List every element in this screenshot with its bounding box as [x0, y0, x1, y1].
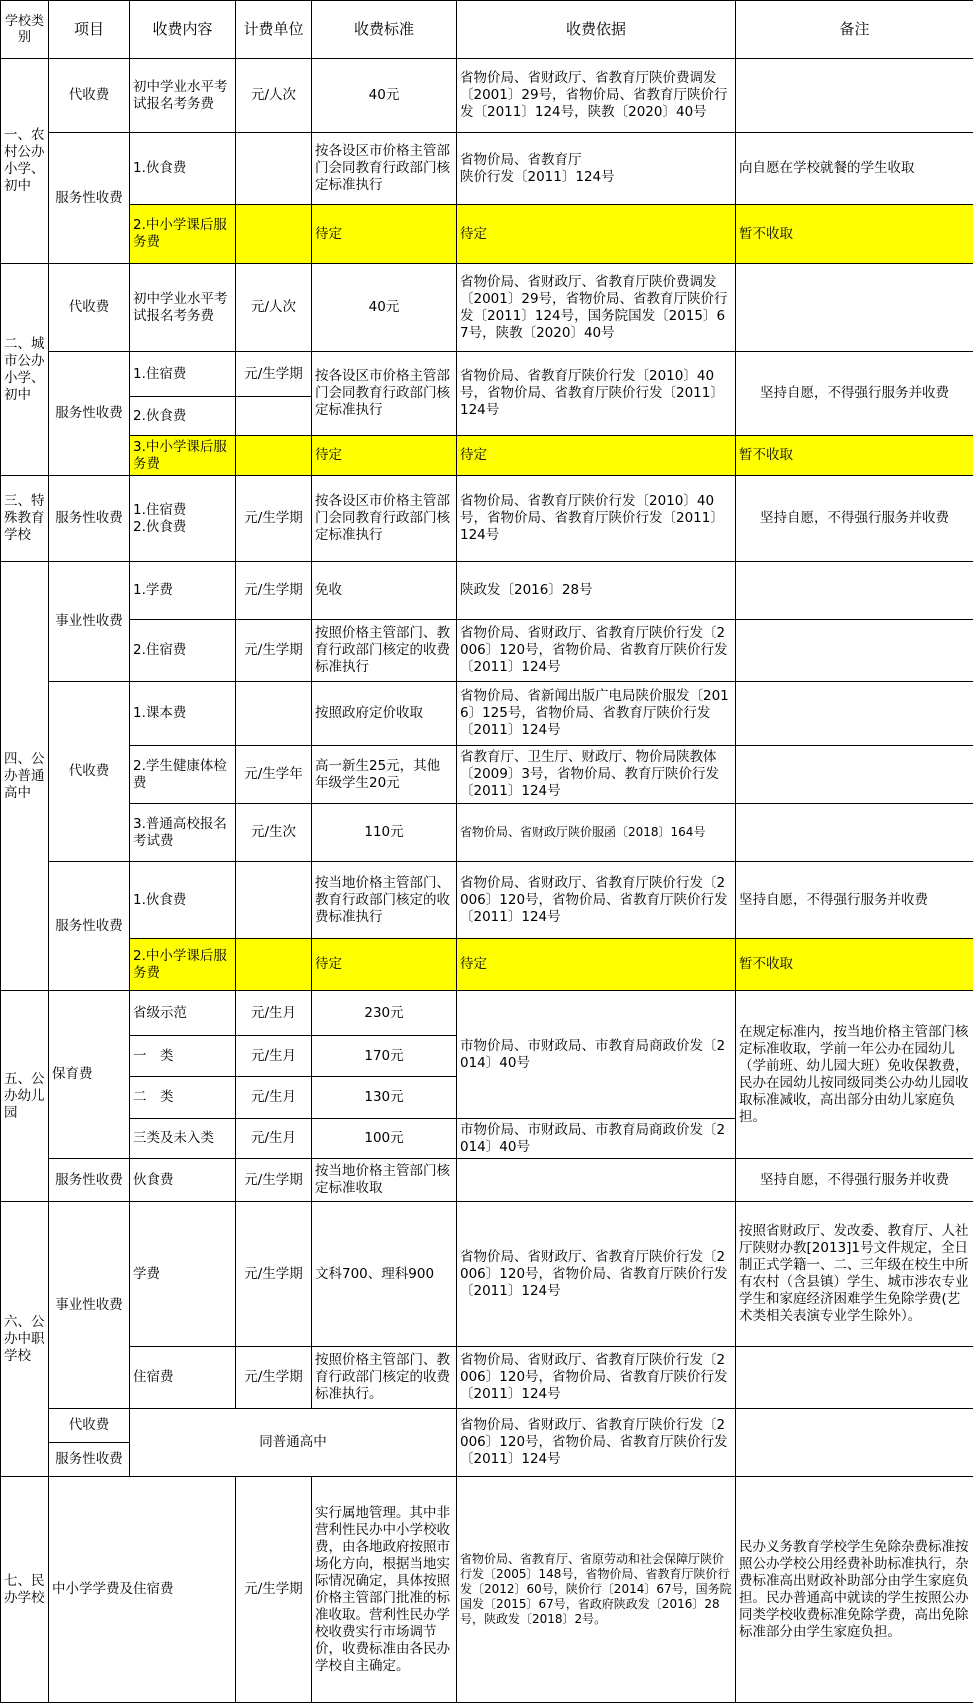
school-category: 五、公办幼儿园 — [1, 991, 49, 1202]
table-row — [1, 1409, 973, 1443]
fee-standard: 40元 — [312, 59, 457, 133]
fee-content: 1.课本费 — [130, 682, 236, 746]
fee-unit: 元/生月 — [236, 1119, 312, 1159]
fee-basis: 待定 — [457, 939, 736, 991]
table-row — [1, 804, 973, 862]
table-row — [1, 352, 973, 397]
fee-basis: 市物价局、市财政局、市教育局商政价发〔2014〕40号 — [457, 1119, 736, 1159]
fee-note — [736, 264, 973, 352]
fee-note: 坚持自愿，不得强行服务并收费 — [736, 476, 973, 562]
fee-note: 暂不收取 — [736, 939, 973, 991]
header-note: 备注 — [736, 1, 973, 59]
fee-standard: 按照价格主管部门、教育行政部门核定的收费标准执行 — [312, 620, 457, 682]
fee-basis: 省物价局、省财政厅、省教育厅陕价行发〔2006〕120号，省物价局、省教育厅陕价行发〔2011〕124号 — [457, 862, 736, 939]
table-row — [1, 1159, 973, 1202]
fee-item: 服务性收费 — [49, 1443, 130, 1477]
fee-content: 2.住宿费 — [130, 620, 236, 682]
fee-content: 3.普通高校报名考试费 — [130, 804, 236, 862]
table-row — [1, 436, 973, 476]
fee-item: 代收费 — [49, 1409, 130, 1443]
fee-item: 服务性收费 — [49, 352, 130, 476]
table-row — [1, 862, 973, 939]
table-row — [1, 620, 973, 682]
fee-unit: 元/生学期 — [236, 620, 312, 682]
fee-unit: 元/生学期 — [236, 352, 312, 397]
fee-unit: 元/生学期 — [236, 1159, 312, 1202]
fee-unit — [236, 682, 312, 746]
fee-item: 服务性收费 — [49, 476, 130, 562]
fee-basis: 省物价局、省财政厅、省教育厅陕价费调发〔2001〕29号，省物价局、省教育厅陕价行发〔2011〕124号，陕教〔2020〕40号 — [457, 59, 736, 133]
fee-content: 1.学费 — [130, 562, 236, 620]
school-category: 七、民办学校 — [1, 1477, 49, 1703]
fee-basis — [457, 1159, 736, 1202]
header-basis: 收费依据 — [457, 1, 736, 59]
table-row — [1, 939, 973, 991]
fee-content: 2.中小学课后服务费 — [130, 205, 236, 264]
fee-note — [736, 1409, 973, 1477]
fee-basis: 市物价局、市财政局、市教育局商政价发〔2014〕40号 — [457, 991, 736, 1119]
fee-item: 事业性收费 — [49, 562, 130, 682]
table-row — [1, 682, 973, 746]
table-row — [1, 1347, 973, 1409]
table-row — [1, 205, 973, 264]
fee-content: 2.学生健康体检费 — [130, 746, 236, 804]
fee-basis: 省物价局、省教育厅陕价行发〔2010〕40号，省物价局、省教育厅陕价行发〔2011〕124号 — [457, 476, 736, 562]
fee-content: 省级示范 — [130, 991, 236, 1036]
fee-basis: 陕政发〔2016〕28号 — [457, 562, 736, 620]
header-content: 收费内容 — [130, 1, 236, 59]
fee-basis: 省物价局、省财政厅、省教育厅陕价行发〔2006〕120号，省物价局、省教育厅陕价行发〔2011〕124号 — [457, 620, 736, 682]
fee-basis: 省物价局、省财政厅、省教育厅陕价费调发〔2001〕29号，省物价局、省教育厅陕价行发〔2011〕124号，国务院国发〔2015〕67号，陕教〔2020〕40号 — [457, 264, 736, 352]
table-row — [1, 746, 973, 804]
fee-note — [736, 804, 973, 862]
fee-item: 代收费 — [49, 682, 130, 862]
fee-standard: 100元 — [312, 1119, 457, 1159]
fee-unit: 元/人次 — [236, 59, 312, 133]
fee-standard: 按各设区市价格主管部门会同教育行政部门核定标准执行 — [312, 476, 457, 562]
fee-content: 学费 — [130, 1202, 236, 1347]
fee-basis: 待定 — [457, 436, 736, 476]
table-row — [1, 133, 973, 205]
fee-content: 初中学业水平考试报名考务费 — [130, 264, 236, 352]
fee-note: 暂不收取 — [736, 205, 973, 264]
fee-basis: 省物价局、省教育厅 陕价行发〔2011〕124号 — [457, 133, 736, 205]
fee-content: 1.住宿费 2.伙食费 — [130, 476, 236, 562]
fee-item: 代收费 — [49, 59, 130, 133]
fee-content: 2.伙食费 — [130, 397, 236, 436]
fee-content: 伙食费 — [130, 1159, 236, 1202]
table-row — [1, 562, 973, 620]
fee-basis: 省物价局、省财政厅、省教育厅陕价行发〔2006〕120号，省物价局、省教育厅陕价行发〔2011〕124号 — [457, 1202, 736, 1347]
fee-unit: 元/生次 — [236, 804, 312, 862]
fee-basis: 省物价局、省财政厅陕价服函〔2018〕164号 — [457, 804, 736, 862]
fee-unit — [236, 133, 312, 205]
fee-note — [736, 746, 973, 804]
table-row — [1, 991, 973, 1036]
fee-item: 服务性收费 — [49, 133, 130, 264]
fee-standard: 文科700、理科900 — [312, 1202, 457, 1347]
fee-note: 坚持自愿，不得强行服务并收费 — [736, 352, 973, 436]
fee-unit: 元/人次 — [236, 264, 312, 352]
fee-content: 3.中小学课后服务费 — [130, 436, 236, 476]
fee-unit — [236, 205, 312, 264]
fee-item: 服务性收费 — [49, 862, 130, 991]
fee-unit: 元/生月 — [236, 1036, 312, 1077]
fee-note — [736, 59, 973, 133]
fee-note: 按照省财政厅、发改委、教育厅、人社厅陕财办教[2013]1号文件规定，全日制正式学籍一、二、三年级在校生中所有农村（含县镇）学生、城市涉农专业学生和家庭经济困难学生免除学费(艺术类相关表演专业学生除外）。 — [736, 1202, 973, 1347]
fee-unit — [236, 862, 312, 939]
fee-standard: 按当地价格主管部门核定标准收取 — [312, 1159, 457, 1202]
header-standard: 收费标准 — [312, 1, 457, 59]
fee-standard: 按当地价格主管部门、教育行政部门核定的收费标准执行 — [312, 862, 457, 939]
fee-content: 住宿费 — [130, 1347, 236, 1409]
fee-unit: 元/生学期 — [236, 1202, 312, 1347]
fee-basis: 待定 — [457, 205, 736, 264]
fee-note — [736, 620, 973, 682]
fee-content: 1.伙食费 — [130, 862, 236, 939]
table-row — [1, 59, 973, 133]
fee-standard: 待定 — [312, 436, 457, 476]
fee-unit: 元/生学年 — [236, 746, 312, 804]
fee-content: 1.住宿费 — [130, 352, 236, 397]
fee-basis: 省物价局、省教育厅、省原劳动和社会保障厅陕价行发〔2005〕148号，省物价局、省教育厅陕价行发〔2012〕60号，陕价行〔2014〕67号，国务院国发〔2015〕67号，省政府陕政发〔2016〕28号，陕政发〔2018〕2号。 — [457, 1477, 736, 1703]
fee-note: 民办义务教育学校学生免除杂费标准按照公办学校公用经费补助标准执行，杂费标准高出财政补助部分由学生家庭负担。民办普通高中就读的学生按照公办同类学校收费标准免除学费，高出免除标准部分由学生家庭负担。 — [736, 1477, 973, 1703]
fee-item: 中小学学费及住宿费 — [49, 1477, 236, 1703]
fee-note: 坚持自愿，不得强行服务并收费 — [736, 862, 973, 939]
fee-standard: 130元 — [312, 1077, 457, 1119]
table-row — [1, 1477, 973, 1703]
table-row — [1, 264, 973, 352]
fee-content: 一 类 — [130, 1036, 236, 1077]
table-row — [1, 1202, 973, 1347]
fee-unit: 元/生学期 — [236, 1477, 312, 1703]
fee-standard: 40元 — [312, 264, 457, 352]
fee-basis: 省物价局、省教育厅陕价行发〔2010〕40号，省物价局、省教育厅陕价行发〔2011〕124号 — [457, 352, 736, 436]
header-row — [1, 1, 973, 59]
fee-item: 服务性收费 — [49, 1159, 130, 1202]
school-category: 六、公办中职学校 — [1, 1202, 49, 1477]
header-item: 项目 — [49, 1, 130, 59]
header-school-type: 学校类别 — [1, 1, 49, 59]
fee-item: 代收费 — [49, 264, 130, 352]
fee-basis: 省物价局、省财政厅、省教育厅陕价行发〔2006〕120号，省物价局、省教育厅陕价行发〔2011〕124号 — [457, 1347, 736, 1409]
fee-item: 事业性收费 — [49, 1202, 130, 1409]
table-row — [1, 476, 973, 562]
fee-unit — [236, 397, 312, 436]
fee-note — [736, 1347, 973, 1409]
fee-unit: 元/生月 — [236, 991, 312, 1036]
fee-item: 保育费 — [49, 991, 130, 1159]
fee-merged: 同普通高中 — [130, 1409, 457, 1477]
fee-standard: 待定 — [312, 939, 457, 991]
fee-unit: 元/生月 — [236, 1077, 312, 1119]
fee-standard: 按照价格主管部门、教育行政部门核定的收费标准执行。 — [312, 1347, 457, 1409]
fee-basis: 省物价局、省财政厅、省教育厅陕价行发〔2006〕120号，省物价局、省教育厅陕价行发〔2011〕124号 — [457, 1409, 736, 1477]
fee-standard: 按各设区市价格主管部门会同教育行政部门核定标准执行 — [312, 133, 457, 205]
school-category: 三、特殊教育学校 — [1, 476, 49, 562]
fee-standard: 待定 — [312, 205, 457, 264]
fee-unit — [236, 436, 312, 476]
fee-content: 1.伙食费 — [130, 133, 236, 205]
fee-unit: 元/生学期 — [236, 476, 312, 562]
fee-unit: 元/生学期 — [236, 562, 312, 620]
fee-content: 2.中小学课后服务费 — [130, 939, 236, 991]
fee-content: 初中学业水平考试报名考务费 — [130, 59, 236, 133]
fee-standard: 按各设区市价格主管部门会同教育行政部门核定标准执行 — [312, 352, 457, 436]
fee-note — [736, 682, 973, 746]
fee-content: 二 类 — [130, 1077, 236, 1119]
fee-note: 在规定标准内，按当地价格主管部门核定标准收取，学前一年公办在园幼儿（学前班、幼儿园大班）免收保教费，民办在园幼儿按同级同类公办幼儿园收取标准减收，高出部分由幼儿家庭负担。 — [736, 991, 973, 1159]
fee-basis: 省物价局、省新闻出版广电局陕价服发〔2016〕125号，省物价局、省教育厅陕价行发〔2011〕124号 — [457, 682, 736, 746]
fee-standard: 实行属地管理。其中非营利性民办中小学校收费，由各地政府按照市场化方向，根据当地实际情况确定，具体按照价格主管部门批准的标准收取。营利性民办学校收费实行市场调节价，收费标准由各民办学校自主确定。 — [312, 1477, 457, 1703]
fee-standard: 高一新生25元，其他年级学生20元 — [312, 746, 457, 804]
fee-basis: 省教育厅、卫生厅、财政厅、物价局陕教体〔2009〕3号，省物价局、教育厅陕价行发〔2011〕124号 — [457, 746, 736, 804]
fee-standard: 按照政府定价收取 — [312, 682, 457, 746]
fee-content: 三类及未入类 — [130, 1119, 236, 1159]
fee-note: 向自愿在学校就餐的学生收取 — [736, 133, 973, 205]
fee-standard: 170元 — [312, 1036, 457, 1077]
fee-standard: 免收 — [312, 562, 457, 620]
fee-note: 坚持自愿，不得强行服务并收费 — [736, 1159, 973, 1202]
fee-note: 暂不收取 — [736, 436, 973, 476]
header-unit: 计费单位 — [236, 1, 312, 59]
fee-standard: 230元 — [312, 991, 457, 1036]
fee-note — [736, 562, 973, 620]
fee-unit — [236, 939, 312, 991]
school-category: 一、农村公办小学、初中 — [1, 59, 49, 264]
school-category: 二、城市公办小学、初中 — [1, 264, 49, 476]
fee-standard: 110元 — [312, 804, 457, 862]
fee-unit: 元/生学期 — [236, 1347, 312, 1409]
school-category: 四、公办普通高中 — [1, 562, 49, 991]
